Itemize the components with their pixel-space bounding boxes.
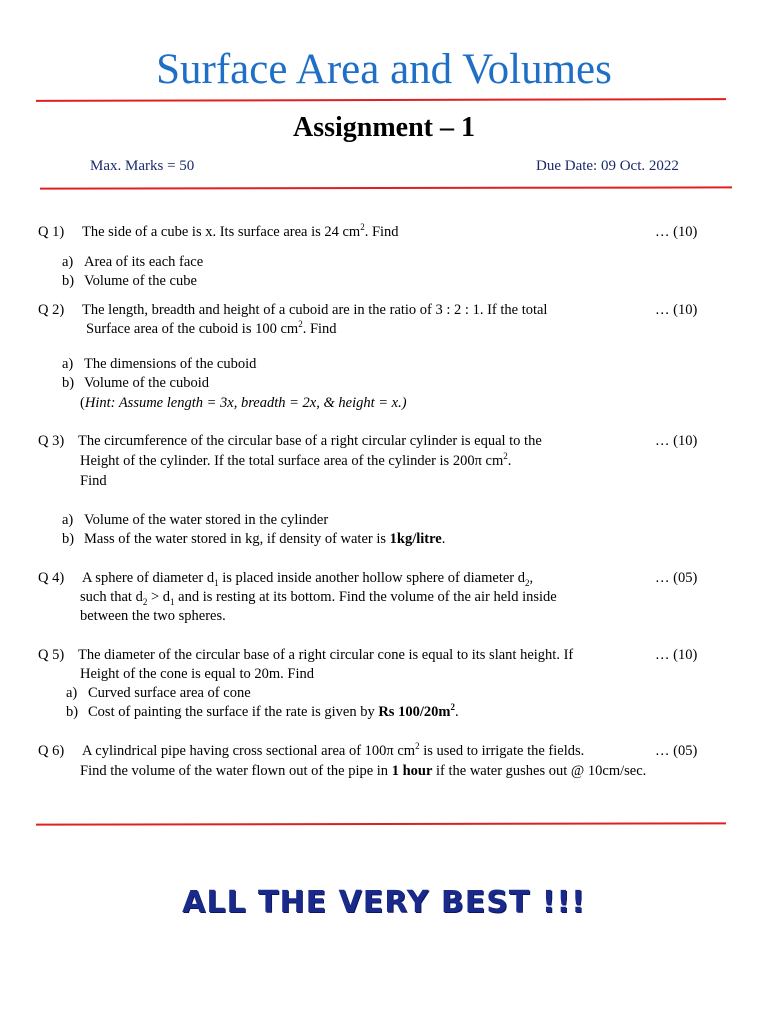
- option-text: Volume of the cube: [84, 273, 197, 289]
- question-text: A sphere of diameter $d_1$ is placed inside another hollow sphere of diameter $d_2$,: [82, 570, 534, 588]
- option-label: b): [62, 273, 75, 289]
- question-text: The circumference of the circular base of a right circular cylinder is equal to the: [78, 433, 542, 449]
- option-text: Area of its each face: [84, 254, 204, 270]
- option-label: b): [62, 375, 75, 391]
- option-label: a): [66, 685, 78, 701]
- option-label: b): [62, 531, 75, 547]
- question-number: Q 5): [38, 647, 65, 663]
- option-text: Mass of the water stored in kg, if density of water is 1kg/litre.: [84, 531, 446, 547]
- question-marks: … (10): [655, 433, 698, 449]
- footer-divider: [36, 822, 726, 825]
- max-marks: Max. Marks = 50: [90, 158, 195, 174]
- question-text: Height of the cone is equal to 20m. Find: [80, 666, 314, 682]
- page-title: Surface Area and Volumes: [156, 46, 612, 93]
- closing-message: ALL THE VERY BEST !!!: [182, 885, 586, 920]
- question-text: The diameter of the circular base of a right circular cone is equal to its slant height. If: [78, 647, 574, 663]
- question-number: Q 3): [38, 433, 65, 449]
- question-text: Find: [80, 473, 107, 489]
- question-text: Height of the cylinder. If the total surface area of the cylinder is 200π $cm^2$.: [80, 451, 512, 469]
- option-text: Curved surface area of cone: [88, 685, 251, 701]
- option-text: Volume of the cuboid: [84, 375, 209, 391]
- hint-text: (Hint: Assume length = 3x, breadth = 2x, & height = x.): [80, 395, 407, 411]
- option-text: Volume of the water stored in the cylinder: [84, 512, 329, 528]
- question-text: The length, breadth and height of a cuboid are in the ratio of 3 : 2 : 1. If the total: [82, 302, 548, 318]
- question-text: A cylindrical pipe having cross sectional area of 100π $cm^2$ is used to irrigate the fields.: [82, 741, 585, 759]
- option-label: a): [62, 356, 74, 372]
- question-marks: … (10): [655, 224, 698, 240]
- question-marks: … (10): [655, 302, 698, 318]
- option-label: a): [62, 512, 74, 528]
- due-date: Due Date: 09 Oct. 2022: [536, 158, 679, 174]
- question-marks: … (05): [655, 570, 698, 586]
- question-marks: … (05): [655, 743, 698, 759]
- question-number: Q 4): [38, 570, 65, 586]
- option-label: b): [66, 704, 79, 720]
- question-text: Surface area of the cuboid is 100 $cm^2$. Find: [86, 319, 337, 337]
- question-marks: … (10): [655, 647, 698, 663]
- question-number: Q 6): [38, 743, 65, 759]
- option-label: a): [62, 254, 74, 270]
- question-text: The side of a cube is x. Its surface area is 24 $cm^2$. Find: [82, 222, 399, 240]
- question-number: Q 2): [38, 302, 65, 318]
- option-text: The dimensions of the cuboid: [84, 356, 257, 372]
- question-number: Q 1): [38, 224, 65, 240]
- title-divider: [36, 98, 726, 102]
- question-text: Find the volume of the water flown out of the pipe in 1 hour if the water gushes out @ 10cm/sec.: [80, 763, 647, 779]
- header-divider: [40, 186, 732, 189]
- option-text: Cost of painting the surface if the rate is given by Rs $100/20m^2$.: [88, 702, 459, 720]
- question-text: between the two spheres.: [80, 608, 226, 624]
- assignment-subtitle: Assignment – 1: [292, 112, 475, 143]
- question-text: such that $d_2 > d_1$ and is resting at its bottom. Find the volume of the air held inside: [80, 589, 557, 607]
